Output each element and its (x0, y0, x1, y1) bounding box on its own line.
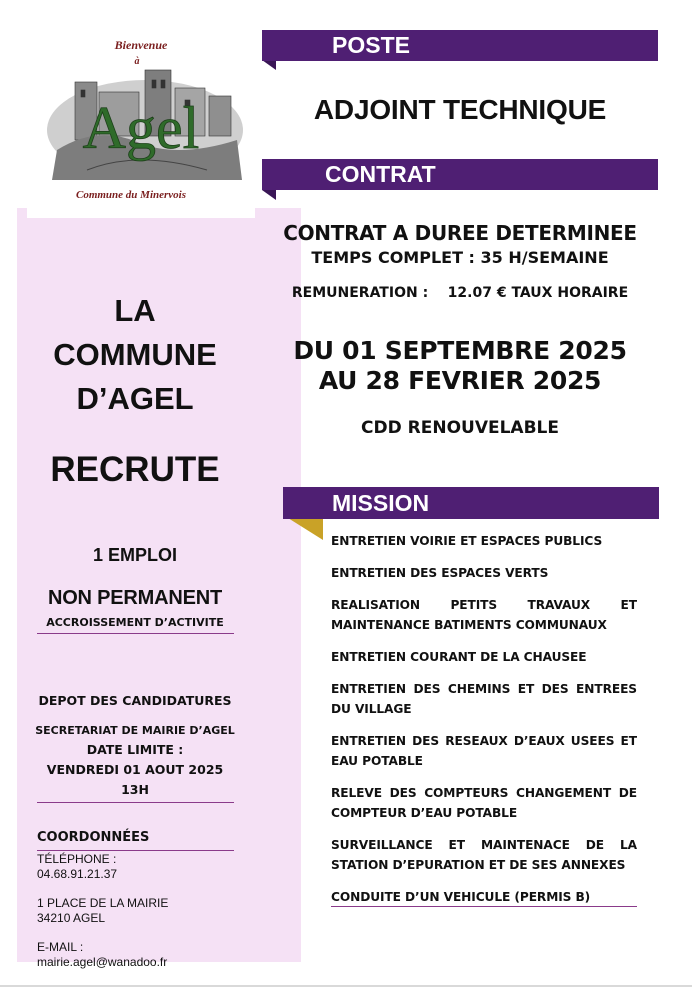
mission-item: ENTRETIEN DES ESPACES VERTS (331, 566, 549, 580)
address-line-2: 34210 AGEL (37, 911, 106, 925)
logo-name: Agel (82, 95, 200, 161)
mission-item: CONDUITE D’UN VEHICULE (PERMIS B) (331, 890, 591, 904)
email-label: E-MAIL : (37, 940, 84, 954)
contrat-au: AU 28 FEVRIER 2025 (318, 366, 602, 395)
contrat-header: CONTRAT (262, 159, 658, 190)
commune-logo (27, 30, 255, 218)
address-line-1: 1 PLACE DE LA MAIRIE (37, 896, 169, 910)
logo-welcome: Bienvenue (114, 38, 168, 52)
telephone: 04.68.91.21.37 (37, 867, 118, 881)
secretariat: SECRETARIAT DE MAIRIE D’AGEL (35, 724, 235, 737)
mission-item: ENTRETIEN VOIRIE ET ESPACES PUBLICS (331, 534, 603, 548)
logo-graphic (27, 30, 255, 218)
remuneration-value: 12.07 € TAUX HORAIRE (447, 285, 629, 301)
logo-subtitle: Commune du Minervois (75, 189, 187, 201)
headline-line-2: COMMUNE (53, 337, 217, 372)
contrat-header-fold (262, 190, 276, 200)
remuneration-label: REMUNERATION : (291, 285, 429, 301)
mission-header-fold (288, 518, 323, 540)
contrat-type: CONTRAT A DUREE DETERMINEE (283, 221, 637, 245)
accroissement: ACCROISSEMENT D’ACTIVITE (46, 616, 224, 629)
email-link[interactable]: mairie.agel@wanadoo.fr (37, 955, 168, 969)
divider-2 (37, 802, 234, 803)
contrat-du: DU 01 SEPTEMBRE 2025 (293, 336, 627, 365)
mission-item: ENTRETIEN COURANT DE LA CHAUSEE (331, 650, 587, 664)
contact-block (37, 852, 168, 970)
cdd-renouvelable: CDD RENOUVELABLE (361, 418, 559, 438)
telephone-label: TÉLÉPHONE : (37, 852, 117, 866)
poste-header: POSTE (262, 30, 658, 61)
mission-item: REALISATION PETITS TRAVAUX ET MAINTENANCE BATIMENTS COMMUNAUX (331, 598, 637, 632)
date-limite: VENDREDI 01 AOUT 2025 (46, 762, 224, 777)
divider-1 (37, 633, 234, 634)
divider-3 (37, 850, 234, 851)
sidebar-headline (17, 289, 253, 421)
mission-item: SURVEILLANCE ET MAINTENACE DE LA STATION D’EPURATION ET DE SES ANNEXES (331, 838, 637, 872)
non-permanent: NON PERMANENT (47, 587, 223, 609)
mission-divider (331, 906, 637, 907)
headline-line-1: LA (114, 293, 156, 328)
mission-item: RELEVE DES COMPTEURS CHANGEMENT DE COMPTEUR D’EAU POTABLE (331, 786, 637, 820)
mission-header: MISSION (283, 487, 659, 519)
depot-title: DEPOT DES CANDIDATURES (38, 693, 232, 708)
mission-item: ENTRETIEN DES RESEAUX D’EAUX USEES ET EAU POTABLE (331, 734, 637, 768)
poste-header-fold (262, 60, 276, 70)
mission-list (331, 531, 637, 919)
contrat-remuneration (262, 285, 658, 301)
heure-limite: 13H (121, 782, 149, 797)
logo-a: à (134, 56, 140, 67)
page-bottom-line (0, 985, 692, 987)
coordonnees-title: COORDONNÉES (37, 830, 150, 845)
poste-title: ADJOINT TECHNIQUE (313, 94, 607, 125)
headline-line-3: D’AGEL (76, 381, 194, 416)
date-limite-label: DATE LIMITE : (86, 742, 184, 757)
emploi-count: 1 EMPLOI (92, 545, 177, 565)
recrute-title: RECRUTE (50, 450, 220, 489)
contrat-temps: TEMPS COMPLET : 35 H/SEMAINE (311, 248, 609, 267)
mission-item: ENTRETIEN DES CHEMINS ET DES ENTREES DU VILLAGE (331, 682, 637, 716)
